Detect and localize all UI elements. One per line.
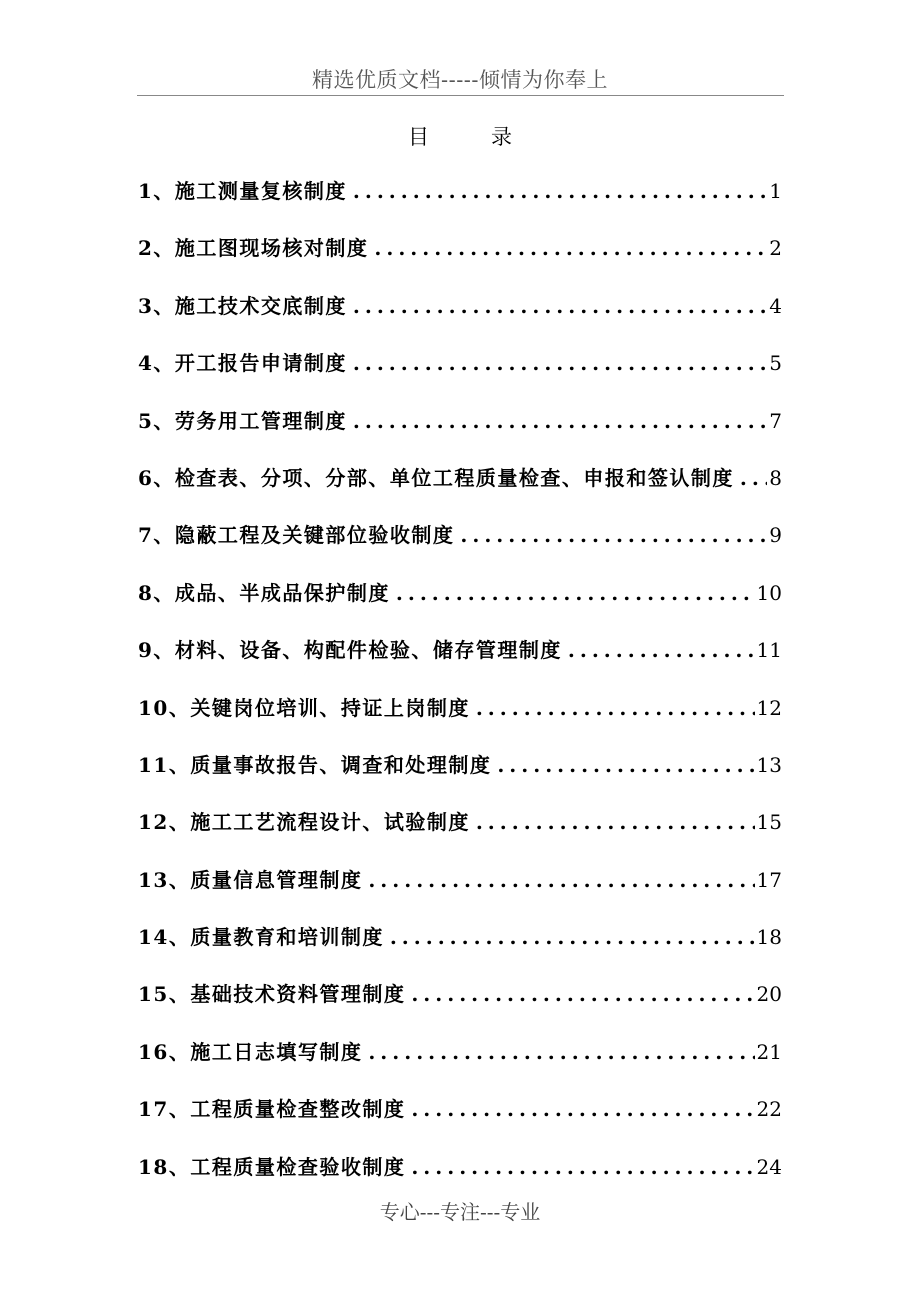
toc-entry-label: 6、检查表、分项、分部、单位工程质量检查、申报和签认制度 [138,465,734,490]
toc-entry-page: 4 [769,293,782,318]
toc-entry-label: 18、工程质量检查验收制度 [138,1154,406,1179]
page-header: 精选优质文档-----倾情为你奉上 [312,68,608,92]
dot-leader [390,925,755,949]
toc-entry-page: 11 [756,638,782,663]
toc-entry[interactable] [138,232,782,289]
toc-entry-label: 15、基础技术资料管理制度 [138,982,406,1007]
dot-leader [740,466,767,490]
toc-entry[interactable] [138,806,782,863]
toc-entry-page: 5 [769,351,782,376]
toc-entry[interactable] [138,519,782,576]
toc-entry-label: 16、施工日志填写制度 [138,1039,363,1064]
dot-leader [396,581,755,605]
dot-leader [353,294,767,318]
toc-entry-page: 15 [756,810,782,835]
toc-entry[interactable] [138,864,782,921]
dot-leader [497,753,754,777]
dot-leader [374,236,767,260]
toc-entry[interactable] [138,577,782,634]
toc-entry[interactable] [138,1036,782,1093]
table-of-contents [138,175,782,1208]
toc-entry-label: 1、施工测量复核制度 [138,179,347,203]
toc-entry-page: 9 [769,523,782,548]
toc-entry-label: 5、劳务用工管理制度 [138,408,347,433]
dot-leader [368,1040,754,1064]
dot-leader [353,409,767,433]
toc-entry[interactable] [138,692,782,749]
dot-leader [368,868,754,892]
toc-entry-page: 20 [756,982,782,1007]
toc-entry-page: 21 [756,1039,782,1064]
toc-entry-label: 14、质量教育和培训制度 [138,925,384,950]
dot-leader [411,1155,754,1179]
toc-entry[interactable] [138,978,782,1035]
toc-entry-label: 13、质量信息管理制度 [138,867,363,892]
toc-entry-page: 2 [769,236,782,261]
toc-entry[interactable] [138,347,782,404]
dot-leader [353,351,767,375]
toc-entry-page: 7 [769,408,782,433]
toc-entry-page: 17 [756,867,782,892]
toc-title-left: 目 [408,125,429,149]
toc-entry-label: 7、隐蔽工程及关键部位验收制度 [138,523,455,548]
dot-leader [476,696,755,720]
toc-entry[interactable] [138,290,782,347]
toc-entry-page: 13 [756,752,782,777]
toc-entry-label: 10、关键岗位培训、持证上岗制度 [138,695,470,720]
dot-leader [411,982,754,1006]
toc-entry-page: 1 [769,179,782,203]
toc-entry-page: 18 [756,925,782,950]
toc-entry-label: 11、质量事故报告、调查和处理制度 [138,752,492,777]
toc-entry[interactable] [138,175,782,232]
dot-leader [353,179,767,203]
toc-entry[interactable] [138,921,782,978]
toc-entry-label: 8、成品、半成品保护制度 [138,580,390,605]
toc-entry[interactable] [138,1093,782,1150]
toc-entry-label: 9、材料、设备、构配件检验、储存管理制度 [138,638,562,663]
toc-entry-page: 8 [769,465,782,490]
page-footer: 专心---专注---专业 [379,1200,541,1224]
dot-leader [411,1097,754,1121]
toc-entry-label: 2、施工图现场核对制度 [138,236,369,261]
toc-entry[interactable] [138,634,782,691]
toc-title-right: 录 [491,125,512,149]
toc-entry-label: 12、施工工艺流程设计、试验制度 [138,810,470,835]
toc-entry-label: 4、开工报告申请制度 [138,351,347,376]
dot-leader [568,638,755,662]
toc-entry[interactable] [138,462,782,519]
toc-entry-page: 24 [756,1154,782,1179]
toc-title [0,121,920,151]
toc-entry-label: 3、施工技术交底制度 [138,293,347,318]
toc-entry[interactable] [138,405,782,462]
dot-leader [460,523,767,547]
dot-leader [476,810,755,834]
header-divider [137,95,784,96]
toc-entry-page: 10 [756,580,782,605]
toc-entry[interactable] [138,749,782,806]
toc-entry-page: 22 [756,1097,782,1122]
toc-entry-label: 17、工程质量检查整改制度 [138,1097,406,1122]
toc-entry-page: 12 [756,695,782,720]
